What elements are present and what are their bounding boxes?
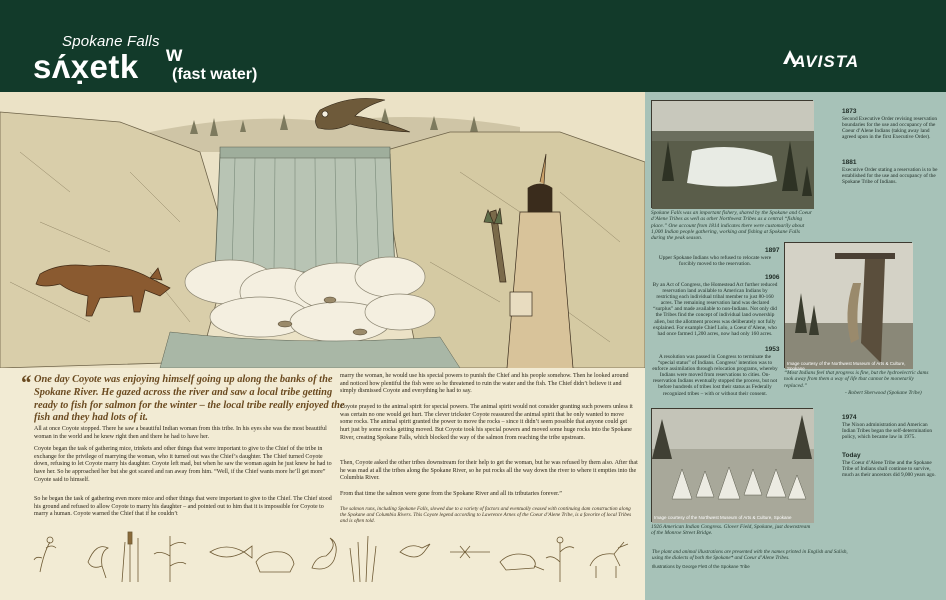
bird-2-icon: [400, 544, 430, 557]
story-paragraph-3: So he began the task of gathering even more mice and other things that were important to give to the Chief. The Chief stood his ground and refused to allow Coyote to marry his daughter – and pointed out to him that it is impossible for Coyote to marry a human. Coyote warned the Chief that if he couldn’t: [34, 496, 332, 518]
title-english: Spokane Falls: [62, 33, 160, 50]
timeline-event-1881: Executive Order stating a reservation is to be established for the use and occupancy of the Spokane Tribe of Indians.: [842, 167, 938, 186]
timeline-year-today: Today: [842, 452, 861, 459]
coyote-falls-illustration: [0, 92, 645, 368]
salmon-note: The salmon runs, including Spokane Falls, slowed due to a variety of factors and eventually ceased with continuing dam construction along the Spokane and Columbia Rivers. This Coyote legend according to Lawrence Arnes of the Coeur d’Alene Tribe, is a favorite of local Tribes and is often told.: [340, 506, 632, 525]
plant-icon: [154, 536, 186, 582]
timeline-year-1897: 1897: [765, 247, 780, 254]
plant-animal-illustrations: [30, 522, 640, 594]
header-banner: [0, 0, 946, 92]
fish-icon: [210, 546, 252, 558]
deer-icon: [590, 542, 628, 578]
story-paragraph-6: Then, Coyote asked the other tribes downstream for their help to get the woman, but he was refused by them also. After that he was mad at all the tribes along the Spokane River, so he put rocks all the way down the river to where it empties into the Columbia River.: [340, 460, 638, 482]
photo1-caption: Spokane Falls was an important fishery, shared by the Spokane and Coeur d’Alene Tribes as well as other Northwest Tribes as a central “fishing place.” One account from 1814 indicates there were customarily about 1,000 Indian people gathering, working and fishing at Spokane Falls during the peak season.: [651, 210, 812, 242]
history-panel: [645, 92, 946, 600]
photo2-attribution: - Robert Sherwood (Spokane Tribe): [845, 390, 922, 396]
story-paragraph-4: marry the woman, he would use his special powers to punish the Chief and his people somehow. Then he looked around and noticed how plentiful the fish were so he threatened to ruin the water and the fish. The Chief didn’t believe it and simply dismissed Coyote and everything he had to say.: [340, 373, 629, 395]
photo3-credit: Image courtesy of the Northwest Museum of Arts & Culture, Spokane: [654, 515, 792, 520]
opening-quote-mark: “: [20, 370, 31, 395]
timeline-event-1906: By an Act of Congress, the Homestead Act further reduced reservation land available to American Indians by restricting each individual tribal member to just 80-160 acres. The remaining reservation land was declared “surplus” and made available to non-Indians. Not only did the Tribes find the concept of individual land ownership alien, but the allotment process was deliberately not fully explained. For example Chief Lolo, a Coeur d’Alene, who had once farmed 1,200 acres, now had only 160 acres.: [652, 282, 778, 337]
bird-icon: [88, 547, 108, 578]
tepee-photo-drawing: [652, 409, 814, 523]
falls-drawing: [0, 92, 645, 368]
squirrel-icon: [312, 538, 336, 569]
photo3-caption: 1926 American Indian Congress. Glover Field, Spokane, just downstream of the Monroe Street Bridge.: [651, 524, 811, 537]
timeline-event-today: The Coeur d’Alene Tribe and the Spokane Tribe of Indians shall continue to survive, much as their ancestors did 9,000 years ago.: [842, 460, 936, 479]
photo2-credit: Image courtesy of the Northwest Museum of Arts & Culture, Spokane: [787, 361, 906, 371]
story-lead: One day Coyote was enjoying himself going up along the banks of the Spokane River. He gazed across the river and saw a local tribe getting ready to fish for salmon for the winter – the local tribe really enjoyed the fish and they had lots of it.: [34, 374, 345, 424]
photo-fisherman-salmon: [784, 242, 912, 371]
timeline-year-1881: 1881: [842, 159, 857, 166]
plant-2-icon: [546, 537, 574, 582]
title-salish: sʌ́x̣etk: [33, 48, 139, 85]
timeline-year-1873: 1873: [842, 108, 857, 115]
story-paragraph-7: From that time the salmon were gone from the Spokane River and all its tributaries forever.”: [340, 491, 562, 497]
photo-indian-congress: [651, 408, 813, 522]
beaver-icon: [500, 554, 544, 570]
title-salish-superscript: w: [166, 43, 183, 66]
illustration-note: The plant and animal illustrations are presented with the names printed in English and Salish, using the dialects of both the Spokane* and Coeur d’Alene Tribes.: [652, 549, 848, 562]
illustration-credit: Illustrations by George Flett of the Spokane Tribe: [652, 564, 750, 569]
timeline-event-1953: A resolution was passed in Congress to terminate the “special status” of Indians. Congress’ intention was to enforce assimilation through relocation programs, whereby Indians were moved from reservations to cities. On-reservation Indians eventually stopped the process, but not before hundreds of tribes lost their status as Federally recognized tribes – with or without their consent.: [652, 354, 778, 397]
photo-spokane-falls: [651, 100, 813, 208]
timeline-year-1974: 1974: [842, 414, 857, 421]
story-paragraph-5: Coyote prayed to the animal spirit for special powers. The animal spirit would not consider granting such powers unless it was certain no one would get hurt. The clever trickster Coyote reassured the animal spirit that he only wanted to move some rocks. The animal spirit granted the power to move the rocks – since it didn’t seem possible that anyone could get hurt just by some rocks getting moved. But Coyote took his special powers and moved some huge rocks into the Spokane River, creating Spokane Falls, which blocked the way of the salmon from reaching the tribe upstream.: [340, 404, 633, 441]
avista-logo: AVISTA: [793, 52, 860, 71]
timeline-year-1953: 1953: [765, 346, 780, 353]
grass-icon: [350, 536, 376, 582]
timeline-event-1974: The Nixon administration and American Indian Tribes began the self-determination policy, which became law in 1975.: [842, 422, 933, 441]
flower-icon: [34, 537, 56, 572]
title-translation: (fast water): [172, 66, 258, 83]
bear-icon: [256, 552, 294, 572]
story-paragraph-2: Coyote began the task of gathering mice, trinkets and other things that were important to give to the Chief of the tribe in exchange for the privilege of marrying the woman, who it turned out was the Chief’s daughter. The Chief turned Coyote down, refusing to let Coyote marry his daughter. Coyote left mad, but when he saw the woman again he just knew he had to have her. So he approached her but she got scared and ran away from him. “Well, if the Chief wants more he’ll get more” Coyote said to himself.: [34, 446, 332, 483]
story-paragraph-1: All at once Coyote stopped. There he saw a beautiful Indian woman from this tribe. In his eyes she was the most beautiful woman in the world and he knew right then and there he had to have her.: [34, 426, 327, 440]
timeline-year-1906: 1906: [765, 274, 780, 281]
fisherman-photo-drawing: [785, 243, 913, 369]
photo2-caption: “Most Indians feel that progress is fine, but the hydroelectric dams took away from them a way of life that cannot be monetarily replaced.”: [784, 370, 929, 389]
timeline-event-1897: Upper Spokane Indians who refused to relocate were forcibly moved to the reservation.: [658, 255, 772, 268]
cattail-icon: [122, 532, 138, 582]
dragonfly-icon: [450, 546, 490, 558]
falls-photo-drawing: [652, 101, 814, 209]
timeline-event-1873: Second Executive Order revising reservation boundaries for the use and occupancy of the Coeur d’Alene Indians (taking away land agreed upon in the first Executive Order).: [842, 116, 938, 141]
